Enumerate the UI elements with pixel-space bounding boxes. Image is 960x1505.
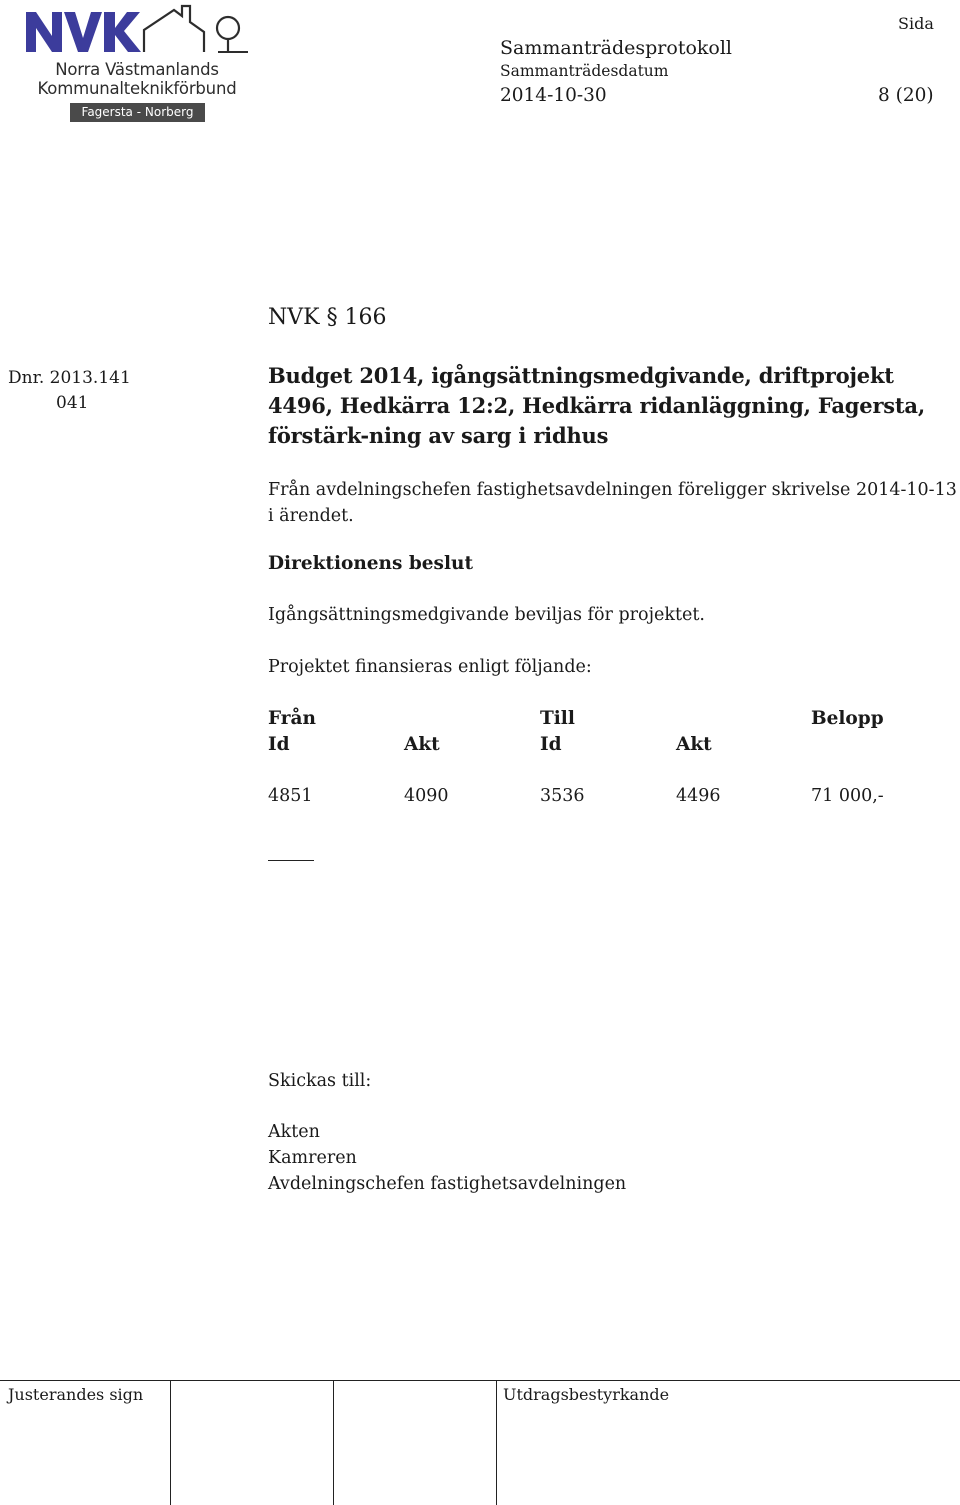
recipient-item: Akten <box>268 1122 320 1142</box>
cell-from-id: 4851 <box>268 786 313 806</box>
header-amount: Belopp <box>811 708 884 729</box>
nvk-logo-icon <box>22 0 252 60</box>
meeting-date: 2014-10-30 <box>500 85 607 106</box>
extract-certification-label: Utdragsbestyrkande <box>503 1385 670 1404</box>
signature-footer <box>0 1380 960 1505</box>
cell-to-akt: 4496 <box>676 786 721 806</box>
adjuster-signature-label: Justerandes sign <box>8 1385 144 1404</box>
logo-org-line-1: Norra Västmanlands <box>55 60 219 79</box>
footer-divider <box>170 1381 171 1505</box>
item-body: Från avdelningschefen fastighetsavdelningen föreligger skrivelse 2014-10-13 i ärendet. <box>268 480 957 526</box>
header-to: Till <box>540 708 575 729</box>
cell-from-akt: 4090 <box>404 786 449 806</box>
decision-text: Igångsättningsmedgivande beviljas för projektet. <box>268 605 705 625</box>
recipient-item: Avdelningschefen fastighetsavdelningen <box>268 1174 627 1194</box>
financing-intro: Projektet finansieras enligt följande: <box>268 657 592 677</box>
meeting-date-label: Sammanträdesdatum <box>500 62 669 80</box>
sida-label: Sida <box>898 14 934 33</box>
header-from-akt: Akt <box>404 734 440 755</box>
page-number: 8 (20) <box>878 85 934 106</box>
header-from: Från <box>268 708 316 729</box>
section-divider <box>268 860 314 861</box>
recipient-item: Kamreren <box>268 1148 357 1168</box>
document-title: Sammanträdesprotokoll <box>500 37 733 59</box>
section-heading: NVK § 166 <box>268 305 387 330</box>
cell-to-id: 3536 <box>540 786 585 806</box>
diary-number: Dnr. 2013.141 <box>8 368 131 388</box>
decision-heading: Direktionens beslut <box>268 553 473 574</box>
cell-amount: 71 000,- <box>811 786 884 806</box>
item-title: Budget 2014, igångsättningsmedgivande, driftprojekt 4496, Hedkärra 12:2, Hedkärra ridanläggning, Fagersta, förstärk-ning av sarg i ridhus <box>268 363 925 448</box>
header-from-id: Id <box>268 734 290 755</box>
logo-badge: Fagersta - Norberg <box>70 103 205 122</box>
header-to-akt: Akt <box>676 734 712 755</box>
header-to-id: Id <box>540 734 562 755</box>
logo-org-line-2: Kommunalteknikförbund <box>37 79 237 98</box>
footer-divider <box>333 1381 334 1505</box>
distribution-heading: Skickas till: <box>268 1071 372 1091</box>
organization-logo <box>22 0 252 124</box>
footer-divider <box>496 1381 497 1505</box>
diary-code: 041 <box>56 393 89 413</box>
